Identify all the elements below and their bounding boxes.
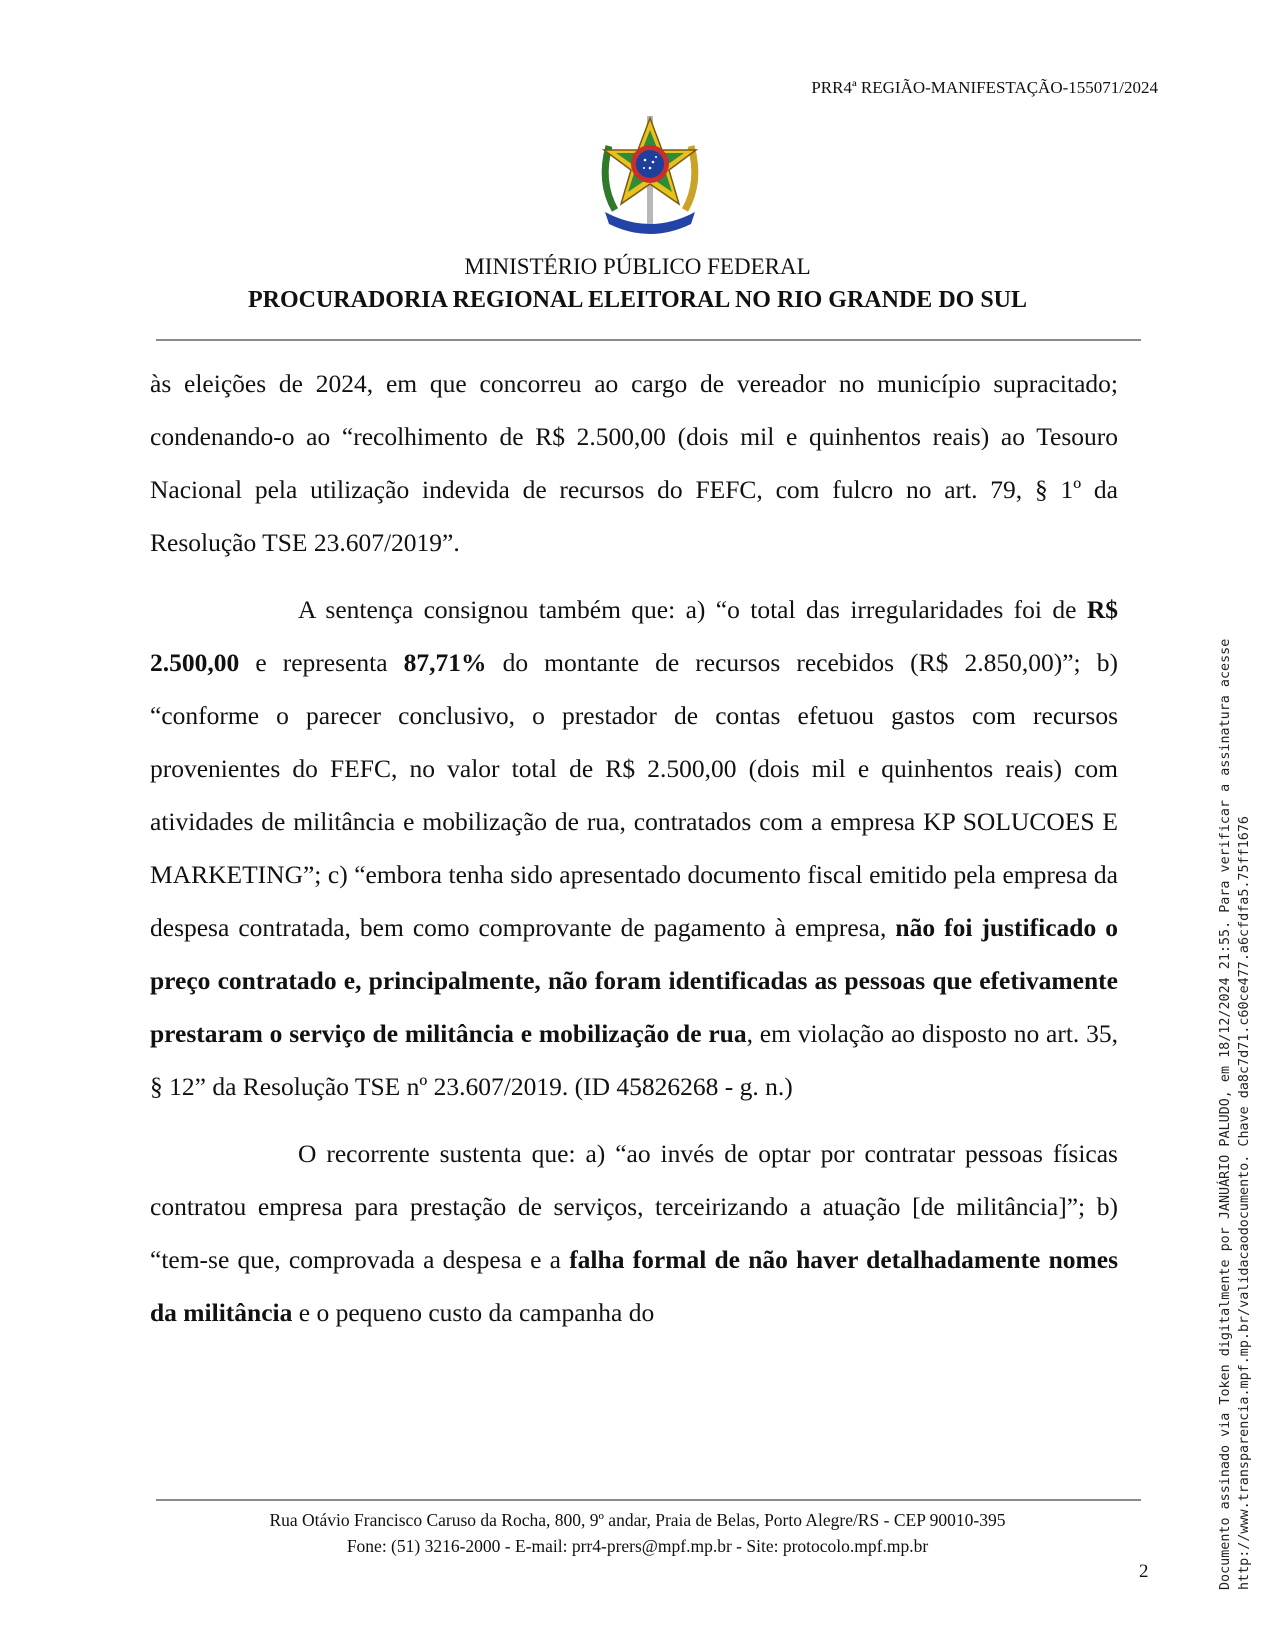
signature-line-2: http://www.transparencia.mpf.mp.br/validacaodocumento. Chave da8c7d71.c60ce477.a6cfdfa5.75ff1676: [1237, 816, 1252, 1590]
paragraph-2-text: do montante de recursos recebidos (R$ 2.850,00)”; b) “conforme o parecer conclusivo, o prestador de contas efetuou gastos com recursos provenientes do FEFC, no valor total de R$ 2.500,00 (dois mil e quinhentos reais) com atividades de militância e mobilização de rua, contratados com a empresa KP SOLUCOES E MARKETING”; c) “embora tenha sido apresentado documento fiscal emitido pela empresa da despesa contratada, bem como comprovante de pagamento à empresa,: [150, 648, 1118, 942]
paragraph-2-bold: R$ 2.500,00: [150, 595, 1118, 677]
footer-divider: [156, 1499, 1141, 1501]
paragraph-2-text: e representa: [239, 648, 404, 677]
paragraph-1: [150, 357, 1118, 569]
paragraph-2: [150, 583, 1118, 1113]
paragraph-3: [150, 1127, 1118, 1339]
paragraph-2-text: , em violação ao disposto no art. 35, § 12” da Resolução TSE nº 23.607/2019. (ID 45826268 - g. n.): [150, 1019, 1118, 1101]
page-number: 2: [1139, 1561, 1149, 1582]
paragraph-2-bold: não foi justificado o preço contratado e, principalmente, não foram identificadas as pessoas que efetivamente prestaram o serviço de militância e mobilização de rua: [150, 913, 1118, 1048]
document-reference: PRR4ª REGIÃO-MANIFESTAÇÃO-155071/2024: [811, 78, 1158, 97]
digital-signature-note: [1216, 410, 1254, 1590]
paragraph-2-text: A sentença consignou também que: a) “o total das irregularidades foi de: [298, 595, 1087, 624]
paragraph-3-text: e o pequeno custo da campanha do: [292, 1298, 655, 1327]
paragraph-3-text: O recorrente sustenta que: a) “ao invés de optar por contratar pessoas físicas contratou empresa para prestação de serviços, terceirizando a atuação [de militância]”; b) “tem-se que, comprovada a despesa e a: [150, 1139, 1118, 1274]
footer-address: Rua Otávio Francisco Caruso da Rocha, 800, 9º andar, Praia de Belas, Porto Alegre/RS - CEP 90010-395: [269, 1510, 1006, 1530]
organization-unit: PROCURADORIA REGIONAL ELEITORAL NO RIO GRANDE DO SUL: [247, 287, 1027, 313]
header-divider: [156, 339, 1141, 341]
signature-line-1: Documento assinado via Token digitalmente por JANUÁRIO PALUDO, em 18/12/2024 21:55. Para verificar a assinatura acesse: [1218, 638, 1233, 1590]
paragraph-1-text: às eleições de 2024, em que concorreu ao cargo de vereador no município supracitado; condenando-o ao “recolhimento de R$ 2.500,00 (dois mil e quinhentos reais) ao Tesouro Nacional pela utilização indevida de recursos do FEFC, com fulcro no art. 79, § 1º da Resolução TSE 23.607/2019”.: [150, 369, 1118, 557]
footer-contact: Fone: (51) 3216-2000 - E-mail: prr4-prers@mpf.mp.br - Site: protocolo.mpf.mp.br: [346, 1536, 929, 1556]
paragraph-2-bold: 87,71%: [403, 648, 487, 677]
document-body: [150, 357, 1118, 1353]
paragraph-3-bold: falha formal de não haver detalhadamente nomes da militância: [150, 1245, 1118, 1327]
brazil-coat-of-arms-icon: [595, 112, 705, 234]
organization-name: MINISTÉRIO PÚBLICO FEDERAL: [464, 254, 811, 279]
